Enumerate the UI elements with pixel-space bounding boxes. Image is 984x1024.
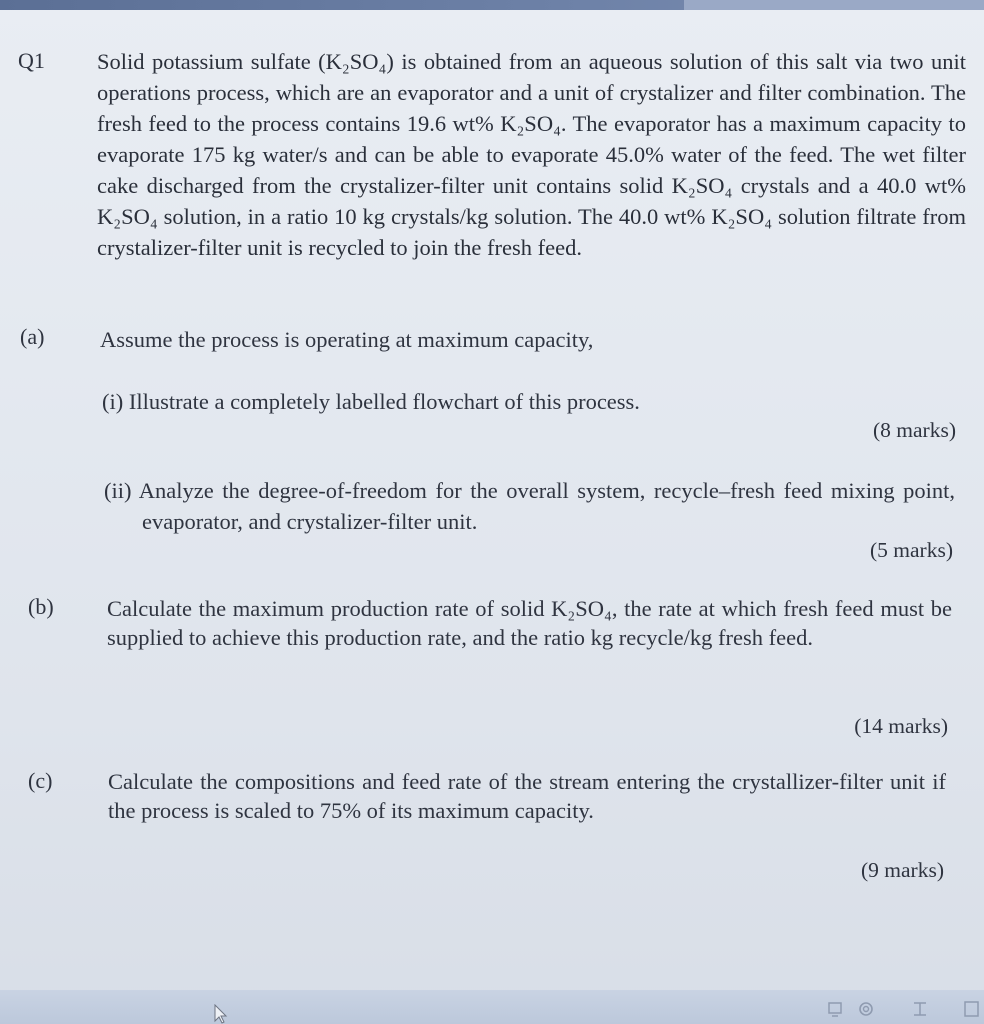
part-a-text: Assume the process is operating at maximum capacity, — [100, 327, 594, 352]
document-icon[interactable] — [910, 1000, 930, 1018]
part-b-marks: (14 marks) — [854, 714, 948, 738]
part-c-marks: (9 marks) — [861, 858, 944, 882]
part-b-text: Calculate the maximum production rate of solid K₂SO₄, the rate at which fresh feed must be supplied to achieve this production rate, and the ratio kg recycle/kg fresh feed. — [107, 596, 952, 650]
part-a-i-text: (i) Illustrate a completely labelled flowchart of this process. — [102, 389, 640, 414]
part-b-label: (b) — [28, 594, 54, 619]
notification-icon[interactable] — [962, 1000, 982, 1018]
part-a-ii-text: (ii) Analyze the degree-of-freedom for the overall system, recycle–fresh feed mixing point, evaporator, and crystalizer-filter unit. — [104, 478, 955, 534]
network-icon[interactable] — [826, 1000, 846, 1018]
part-c-text: Calculate the compositions and feed rate of the stream entering the crystallizer-filter unit if the process is scaled to 75% of its maximum capacity. — [108, 769, 946, 823]
mouse-cursor-icon — [214, 1004, 228, 1024]
part-a-ii-marks: (5 marks) — [870, 538, 953, 562]
question-intro: Solid potassium sulfate (K₂SO₄) is obtained from an aqueous solution of this salt via two unit operations process, which are an evaporator and a unit of crystalizer and filter combination. The fresh feed to the process contains 19.6 wt% K₂SO₄. The evaporator has a maximum capacity to evaporate 175 kg water/s and can be able to evaporate 45.0% water of the feed. The wet filter cake discharged from the crystalizer-filter unit contains solid K₂SO₄ crystals and a 40.0 wt% K₂SO₄ solution, in a ratio 10 kg crystals/kg solution. The 40.0 wt% K₂SO₄ solution filtrate from crystalizer-filter unit is recycled to join the fresh feed. — [97, 49, 966, 260]
part-c-label: (c) — [28, 768, 53, 793]
part-a-i-marks: (8 marks) — [873, 418, 956, 442]
settings-icon[interactable] — [856, 1000, 876, 1018]
part-a-label: (a) — [20, 324, 45, 349]
question-number: Q1 — [18, 48, 45, 73]
